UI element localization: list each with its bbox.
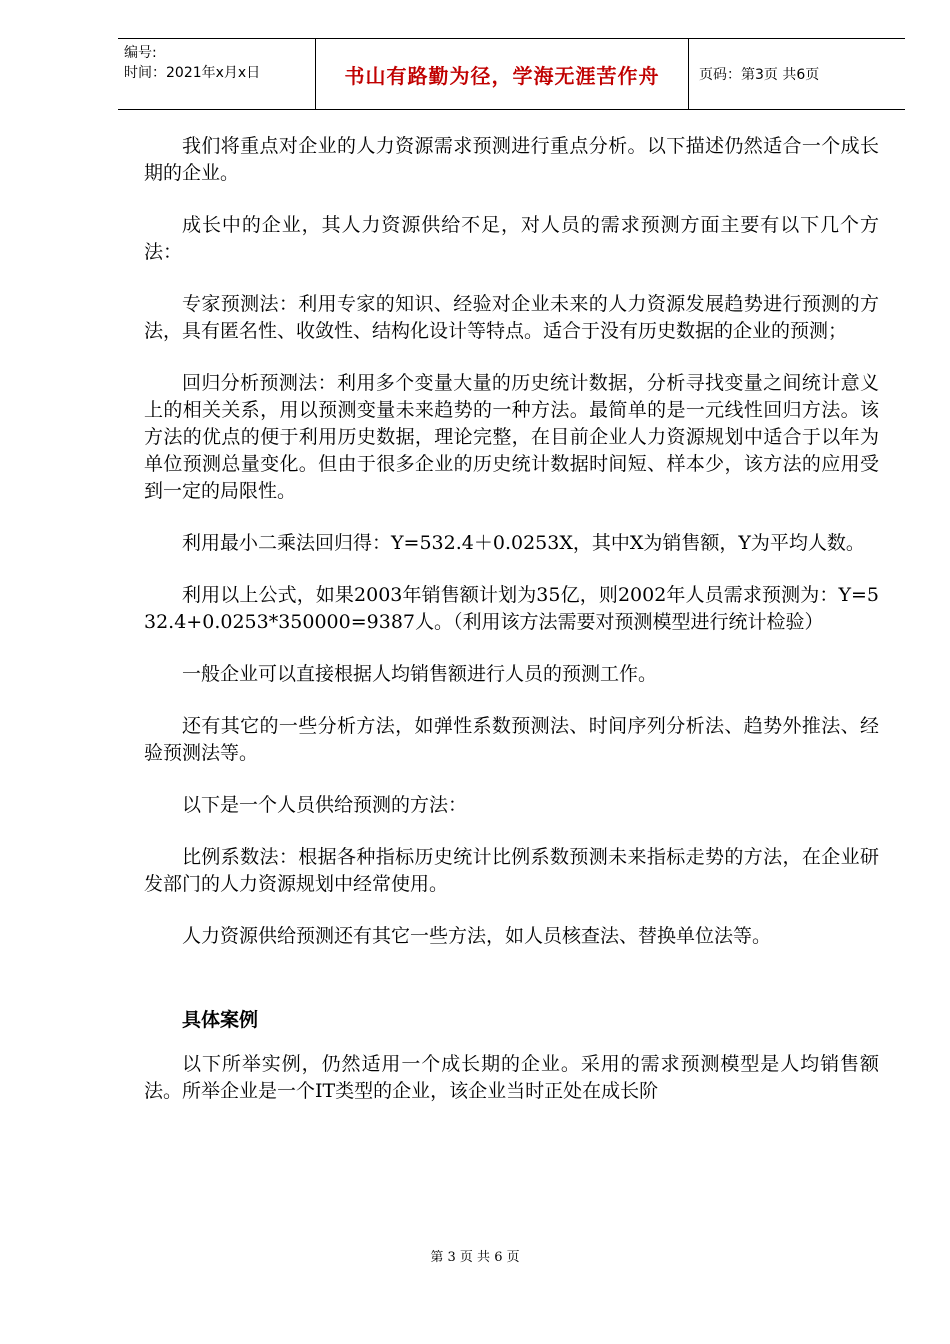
paragraph: 专家预测法：利用专家的知识、经验对企业未来的人力资源发展趋势进行预测的方法，具有匿名性、收敛性、结构化设计等特点。适合于没有历史数据的企业的预测； [144, 293, 879, 342]
document-body [144, 133, 879, 1130]
time-label: 时间：2021年x月x日 [124, 65, 261, 81]
paragraph: 成长中的企业，其人力资源供给不足，对人员的需求预测方面主要有以下几个方法： [144, 214, 879, 263]
header-motto: 书山有路勤为径，学海无涯苦作舟 [344, 63, 660, 88]
page-footer: 第 3 页 共 6 页 [430, 1250, 520, 1265]
paragraph: 我们将重点对企业的人力资源需求预测进行重点分析。以下描述仍然适合一个成长期的企业。 [144, 135, 879, 184]
paragraph: 利用最小二乘法回归得：Y=532.4＋0.0253X，其中X为销售额，Y为平均人数。 [182, 532, 865, 554]
code-label: 编号: [124, 45, 157, 61]
page-header [118, 38, 905, 110]
paragraph: 回归分析预测法：利用多个变量大量的历史统计数据，分析寻找变量之间统计意义上的相关关系，用以预测变量未来趋势的一种方法。最简单的是一元线性回归方法。该方法的优点的便于利用历史数据，理论完整，在目前企业人力资源规划中适合于以年为单位预测总量变化。但由于很多企业的历史统计数据时间短、样本少，该方法的应用受到一定的局限性。 [144, 372, 879, 502]
paragraph: 利用以上公式，如果2003年销售额计划为35亿，则2002年人员需求预测为：Y=532.4+0.0253*350000=9387人。（利用该方法需要对预测模型进行统计检验） [144, 584, 879, 633]
header-meta [118, 39, 316, 109]
paragraph: 以下所举实例，仍然适用一个成长期的企业。采用的需求预测模型是人均销售额法。所举企业是一个IT类型的企业，该企业当时正处在成长阶 [144, 1053, 879, 1102]
section-heading: 具体案例 [182, 1009, 259, 1031]
header-motto-cell [316, 39, 689, 109]
paragraph: 比例系数法：根据各种指标历史统计比例系数预测未来指标走势的方法，在企业研发部门的人力资源规划中经常使用。 [144, 846, 879, 895]
paragraph: 还有其它的一些分析方法，如弹性系数预测法、时间序列分析法、趋势外推法、经验预测法等。 [144, 715, 879, 764]
paragraph: 以下是一个人员供给预测的方法： [182, 794, 468, 816]
paragraph: 人力资源供给预测还有其它一些方法，如人员核查法、替换单位法等。 [182, 925, 772, 947]
header-page-info: 页码：第3页 共6页 [699, 67, 820, 83]
paragraph: 一般企业可以直接根据人均销售额进行人员的预测工作。 [182, 663, 658, 685]
